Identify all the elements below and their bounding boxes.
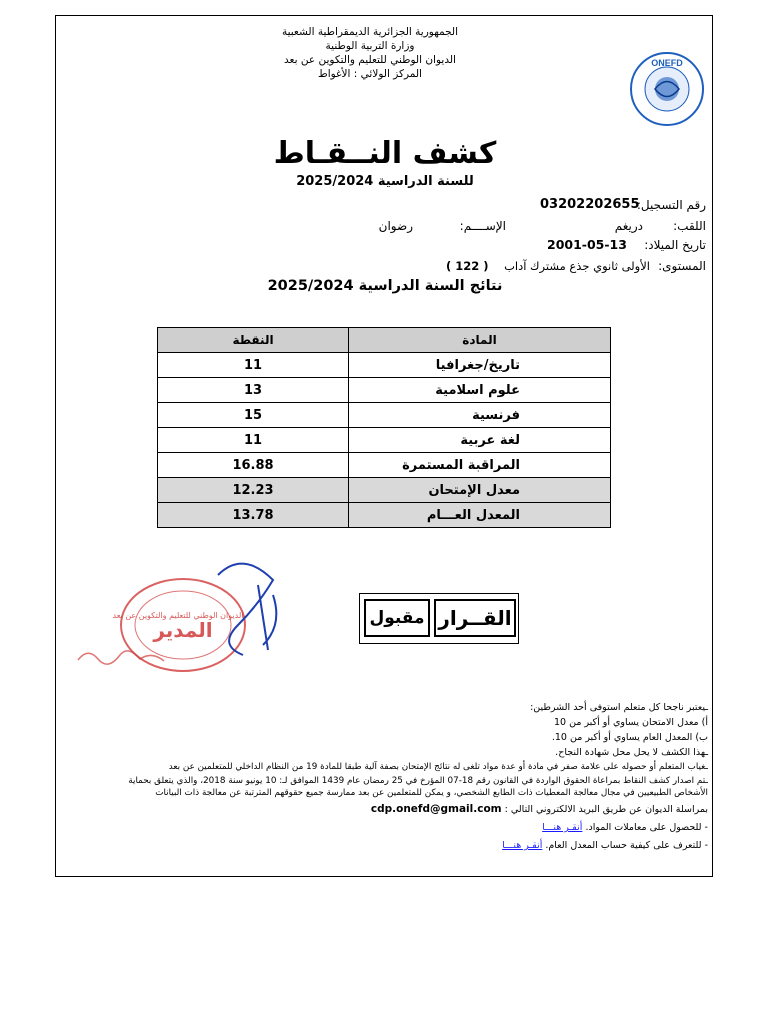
table-row bbox=[158, 428, 611, 453]
level-value: الأولى ثانوي جذع مشترك آداب bbox=[504, 259, 650, 273]
coefficients-link[interactable]: أنقـر هنـــا bbox=[542, 822, 583, 833]
note-not-certificate: ـهذا الكشف لا يحل محل شهادة النجاح. bbox=[555, 747, 708, 758]
note-contact-text: بمراسلة الديوان عن طريق البريد الالكتروني التالي : bbox=[504, 804, 708, 815]
header-center: المركز الولائي : الأغواط bbox=[318, 68, 422, 80]
table-row bbox=[158, 378, 611, 403]
results-title: نتائج السنة الدراسية 2025/2024 bbox=[267, 278, 503, 294]
table-row bbox=[158, 353, 611, 378]
subject-cell: علوم اسلامية bbox=[349, 378, 611, 403]
grades-table bbox=[157, 327, 611, 528]
logo-text: ONEFD bbox=[651, 58, 683, 68]
table-row bbox=[158, 478, 611, 503]
score-cell: 11 bbox=[158, 353, 349, 378]
stamp-org: الديوان الوطني للتعليم والتكوين عن بعد bbox=[112, 611, 244, 620]
subject-cell: المعدل العـــام bbox=[349, 503, 611, 528]
score-cell: 15 bbox=[158, 403, 349, 428]
official-stamp bbox=[68, 555, 288, 680]
notes-section bbox=[120, 700, 708, 853]
table-row bbox=[158, 503, 611, 528]
header-ministry: وزارة التربية الوطنية bbox=[325, 40, 415, 52]
onefd-logo bbox=[628, 50, 706, 128]
average-calc-link[interactable]: أنقـر هنـــا bbox=[502, 840, 543, 851]
score-cell: 13 bbox=[158, 378, 349, 403]
name-value: رضوان bbox=[378, 219, 413, 233]
subject-cell: المراقبة المستمرة bbox=[349, 453, 611, 478]
note-condition-b: ب) المعدل العام يساوي أو أكبر من 10. bbox=[551, 732, 708, 743]
dob-label: تاريخ الميلاد: bbox=[644, 238, 706, 252]
score-cell: 11 bbox=[158, 428, 349, 453]
column-subject: المادة bbox=[349, 328, 611, 353]
surname-value: دريغم bbox=[614, 219, 643, 233]
page-subtitle: للسنة الدراسية 2025/2024 bbox=[296, 174, 474, 189]
note-coefficients bbox=[120, 820, 708, 835]
subject-cell: لغة عربية bbox=[349, 428, 611, 453]
contact-email: cdp.onefd@gmail.com bbox=[370, 803, 502, 815]
table-row bbox=[158, 403, 611, 428]
decision-value: مقبول bbox=[364, 599, 430, 637]
note-average-text: - للتعرف على كيفية حساب المعدل العام. bbox=[545, 840, 708, 851]
note-absence-rule: ـغياب المتعلم أو حصوله على علامة صفر في مادة أو عدة مواد تلغى له نتائج الإمتحان بصفة آلية طبقا للمادة 19 من النظام الداخلي للمتعلمين عن بعد bbox=[168, 762, 708, 772]
score-cell: 12.23 bbox=[158, 478, 349, 503]
score-cell: 16.88 bbox=[158, 453, 349, 478]
header-office: الديوان الوطني للتعليم والتكوين عن بعد bbox=[284, 54, 456, 66]
column-score: النقطة bbox=[158, 328, 349, 353]
dob-value: 2001-05-13 bbox=[547, 237, 627, 252]
note-average bbox=[120, 838, 708, 853]
registration-number: 03202202655 bbox=[540, 197, 640, 212]
subject-cell: تاريخ/جغرافيا bbox=[349, 353, 611, 378]
decision-label: القــرار bbox=[434, 599, 516, 637]
note-data-protection: ـتم اصدار كشف النقاط بمراعاة الحقوق الواردة في القانون رقم 18-07 المؤرخ في 25 رمضان عام 1439 الموافق لـ: 10 يونيو سنة 2018، والذي يتعلق بحماية الأشخاص الطبيعيين في مجال معالجة المعطيات ذات الطابع الشخصي، و يمكن للمتعلمين عن بعد ممارسة جميع حقوقهم المترتبة عن معالجة ذات البيانات bbox=[128, 776, 708, 798]
note-condition-a: أ) معدل الامتحان يساوي أو أكبر من 10 bbox=[553, 717, 708, 728]
score-cell: 13.78 bbox=[158, 503, 349, 528]
stamp-title: المدير bbox=[153, 618, 213, 642]
registration-label: رقم التسجيل: bbox=[636, 198, 706, 212]
decision-box bbox=[359, 593, 519, 644]
name-label: الإســــم: bbox=[459, 219, 506, 233]
header-republic: الجمهورية الجزائرية الديمقراطية الشعبية bbox=[281, 26, 459, 38]
level-label: المستوى: bbox=[658, 259, 706, 273]
subject-cell: فرنسية bbox=[349, 403, 611, 428]
note-contact bbox=[120, 802, 708, 817]
surname-label: اللقب: bbox=[673, 219, 706, 233]
level-code: ( 122 ) bbox=[446, 259, 489, 273]
note-coefficients-text: - للحصول على معاملات المواد. bbox=[585, 822, 708, 833]
table-header-row bbox=[158, 328, 611, 353]
table-row bbox=[158, 453, 611, 478]
note-success-rule: ـيعتبر ناجحا كل متعلم استوفى أحد الشرطين: bbox=[530, 702, 708, 713]
page-title: كشف النــقـاط bbox=[273, 136, 497, 171]
subject-cell: معدل الإمتحان bbox=[349, 478, 611, 503]
